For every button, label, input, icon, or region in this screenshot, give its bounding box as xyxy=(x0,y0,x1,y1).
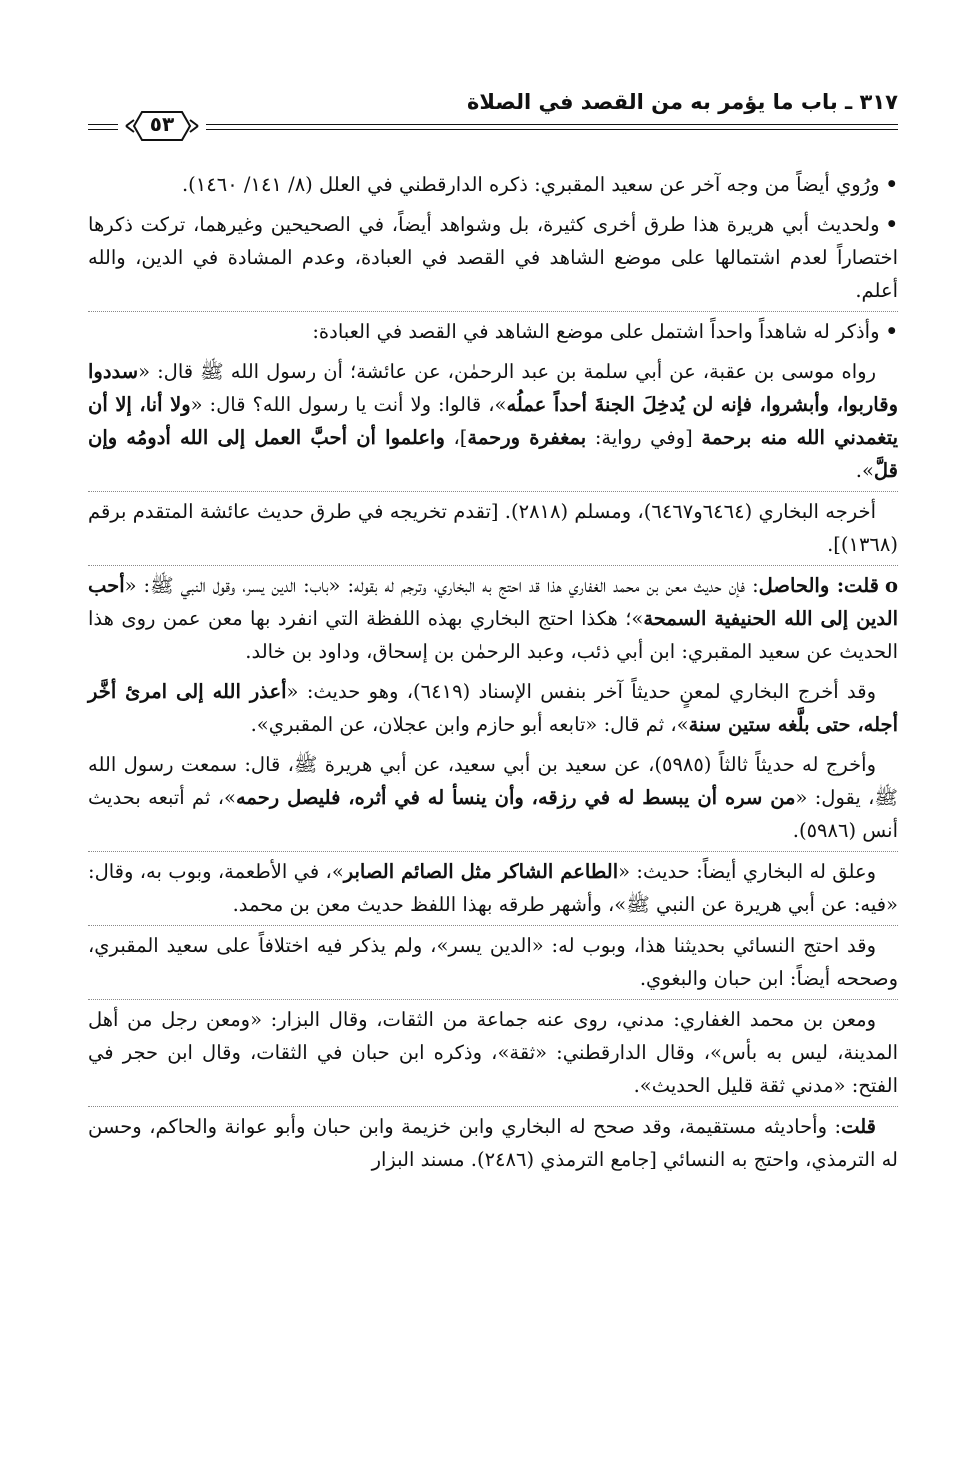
circle-bullet-icon: o xyxy=(884,574,898,597)
paragraph xyxy=(88,675,898,745)
paragraph xyxy=(88,168,898,205)
text-span: : وأحاديثه مستقيمة، وقد صحح له البخاري وابن خزيمة وابن حبان وأبو عوانة والحاكم، وحسن له الترمذي، واحتج به النسائي [جامع الترمذي (٢٤٨٦). مسند البزار xyxy=(88,1115,898,1171)
paragraph xyxy=(88,748,898,852)
paragraph xyxy=(88,1003,898,1107)
paragraph xyxy=(88,929,898,1000)
bold-text: ولا أنا، إلا أن يتغمدني الله منه برحمة xyxy=(88,393,898,449)
paragraph xyxy=(88,1110,898,1180)
header-rule-left-lower xyxy=(88,129,118,130)
bold-text: قلت: والحاصل xyxy=(758,574,879,597)
bold-text: واعلموا أن أحبَّ العمل إلى الله أدومُه وإن قلَّ xyxy=(88,426,898,482)
text-span: ومعن بن محمد الغفاري: مدني، روى عنه جماعة من الثقات، وقال البزار: «ومعن رجل من أهل المدينة، ليس به بأس»، وقال الدارقطني: «ثقة»، وذكره ابن حبان في الثقات، وقال ابن حجر في الفتح: «مدني ثقة قليل الحديث». xyxy=(88,1008,898,1097)
paragraph xyxy=(88,208,898,312)
text-span: »، ثم أتبعه بحديث أنس (٥٩٨٦). xyxy=(88,786,898,842)
paragraph xyxy=(88,855,898,926)
text-span: ]، xyxy=(444,426,468,449)
header-rule-left-upper xyxy=(88,124,118,125)
paragraph xyxy=(88,569,898,672)
bold-text: الطاعم الشاكر مثل الصائم الصابر xyxy=(343,860,619,883)
page-number-badge xyxy=(122,106,202,146)
text-span: »، في الأطعمة، وبوب به، وقال: «فيه: عن أبي هريرة عن النبي ﷺ»، وأشهر طرقه بهذا اللفظ حديث معن بن محمد. xyxy=(88,860,898,916)
bullet-icon: • xyxy=(885,320,898,343)
text-span: »، قالوا: ولا أنت يا رسول الله؟ قال: « xyxy=(190,393,507,416)
header-rule-upper xyxy=(206,124,898,125)
text-span: [وفي رواية: xyxy=(586,426,702,449)
bold-text: قلت xyxy=(841,1115,876,1138)
text-span: وأذكر له شاهداً واحداً اشتمل على موضع الشاهد في القصد في العبادة: xyxy=(312,320,880,343)
bold-text: سددوا وقاربوا، وأبشروا، فإنه لن يُدخِلَ الجنةَ أحداً عملُه xyxy=(88,360,898,416)
text-span: ولحديث أبي هريرة هذا طرق أخرى كثيرة، بل وشواهد أيضاً، في الصحيحين وغيرهما، تركت ذكرها اختصاراً لعدم اشتمالها على موضع الشاهد في القصد في العبادة، وعدم المشادة في الدين، والله أعلم. xyxy=(88,213,898,302)
chapter-title: ٣١٧ ـ باب ما يؤمر به من القصد في الصلاة xyxy=(467,90,898,114)
paragraph xyxy=(88,315,898,352)
text-span: رواه موسى بن عقبة، عن أبي سلمة بن عبد الرحمٰن، عن عائشة؛ أن رسول الله ﷺ قال: « xyxy=(138,360,876,383)
text-span: وأخرج له حديثاً ثالثاً (٥٩٨٥)، عن سعيد بن أبي سعيد، عن أبي هريرة ﷺ، قال: سمعت رسول الله ﷺ، يقول: « xyxy=(88,753,898,809)
text-span: : فإن حديث معن بن محمد الغفاري هذا قد احتج به البخاري، وترجم له بقوله: «باب: الدين يسر، وقول النبي ﷺ: « xyxy=(124,574,759,597)
paragraph xyxy=(88,495,898,566)
paragraph xyxy=(88,355,898,492)
text-span: أخرجه البخاري (٦٤٦٤و٦٤٦٧)، ومسلم (٢٨١٨). [تقدم تخريجه في طرق حديث عائشة المتقدم برقم (١٣٦٨)]. xyxy=(88,500,898,556)
bold-text: بمغفرة ورحمة xyxy=(467,426,587,449)
bold-text: أعذر الله إلى امرئ أخَّر أجله، حتى بلَّغه ستين سنة xyxy=(88,680,898,736)
bullet-icon: • xyxy=(885,173,898,196)
text-span: ورُوي أيضاً من وجه آخر عن سعيد المقبري: ذكره الدارقطني في العلل (٨/ ١٤١/ ١٤٦٠). xyxy=(181,173,880,196)
text-span: وقد احتج النسائي بحديثنا هذا، وبوب له: «الدين يسر»، ولم يذكر فيه اختلافاً على سعيد المقبري، وصححه أيضاً: ابن حبان والبغوي. xyxy=(88,934,898,990)
page-number: ٥٣ xyxy=(149,112,175,136)
page-body xyxy=(88,168,898,1183)
page-header xyxy=(88,90,898,140)
bullet-icon: • xyxy=(885,213,898,236)
bold-text: من سره أن يبسط له في رزقه، وأن ينسأ له في أثره، فليصل رحمه xyxy=(235,786,796,809)
text-span: وقد أخرج البخاري لمعنٍ حديثاً آخر بنفس الإسناد (٦٤١٩)، وهو حديث: « xyxy=(286,680,877,703)
text-span: وعلق له البخاري أيضاً: حديث: « xyxy=(618,860,876,883)
text-span: ». xyxy=(855,459,874,482)
text-span: »؛ هكذا احتج البخاري بهذه اللفظة التي انفرد بها معن عمن روى هذا الحديث عن سعيد المقبري: ابن أبي ذئب، وعبد الرحمٰن بن إسحاق، وداود بن خالد. xyxy=(88,607,898,663)
header-rule-lower xyxy=(206,129,898,130)
text-span: »، ثم قال: «تابعه أبو حازم وابن عجلان، عن المقبري». xyxy=(250,713,689,736)
bold-text: أحب الدين إلى الله الحنيفية السمحة xyxy=(88,574,898,630)
